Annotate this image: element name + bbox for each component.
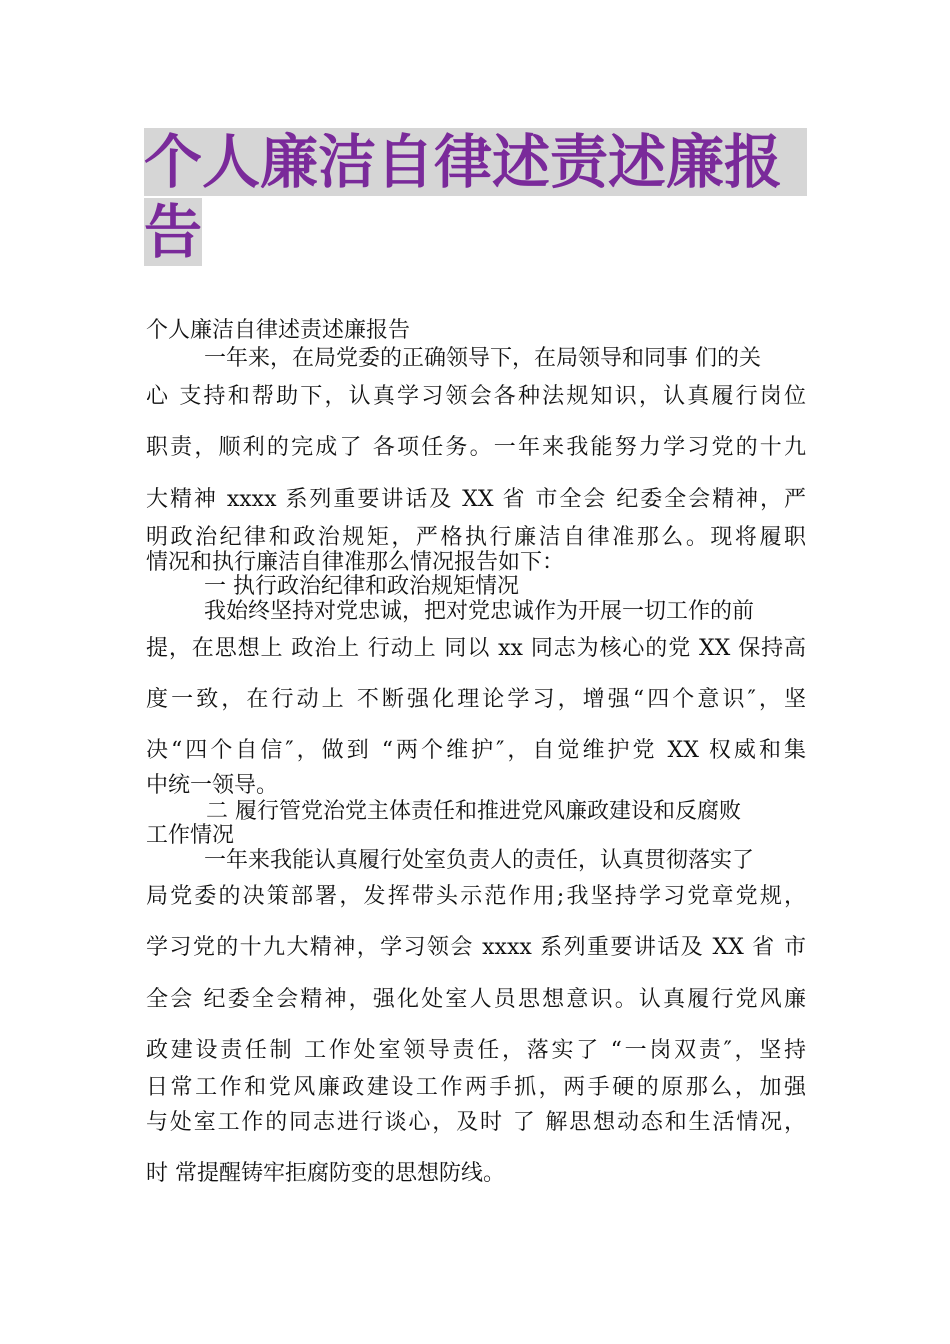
- title-line-2: 告: [144, 198, 203, 266]
- body-line: 时 常提醒铸牢拒腐防变的思想防线。: [146, 1161, 505, 1186]
- body-line: 一年来我能认真履行处室负责人的责任，认真贯彻落实了: [204, 848, 755, 873]
- body-line: 明政治纪律和政治规矩，严格执行廉洁自律准那么。现将履职: [146, 525, 806, 550]
- body-line: 决“四个自信″，做到 “两个维护″，自觉维护党 XX 权威和集: [146, 738, 806, 763]
- body-line: 局党委的决策部署，发挥带头示范作用;我坚持学习党章党规，: [146, 884, 806, 909]
- body-line: 我始终坚持对党忠诚，把对党忠诚作为开展一切工作的前: [204, 599, 755, 624]
- body-line: 政建设责任制 工作处室领导责任，落实了 “一岗双责″，坚持: [146, 1038, 806, 1063]
- body-line: 日常工作和党风廉政建设工作两手抓，两手硬的原那么，加强: [146, 1075, 806, 1100]
- body-line: 全会 纪委全会精神，强化处室人员思想意识。认真履行党风廉: [146, 987, 806, 1012]
- body-line: 与处室工作的同志进行谈心，及时 了 解思想动态和生活情况，: [146, 1110, 806, 1135]
- body-line: 学习党的十九大精神，学习领会 xxxx 系列重要讲话及 XX 省 市: [146, 935, 806, 960]
- section-heading-2-cont: 工作情况: [146, 823, 235, 848]
- body-line: 中统一领导。: [146, 773, 279, 798]
- body-line: 提，在思想上 政治上 行动上 同以 xx 同志为核心的党 XX 保持高: [146, 636, 806, 661]
- body-line: 心 支持和帮助下，认真学习领会各种法规知识，认真履行岗位: [146, 384, 806, 409]
- body-line: 一年来，在局党委的正确领导下，在局领导和同事 们的关: [204, 346, 761, 371]
- title-line-1: 个人廉洁自律述责述廉报: [144, 128, 807, 196]
- subtitle-line: 个人廉洁自律述责述廉报告: [146, 318, 411, 343]
- section-heading-1: 一 执行政治纪律和政治规矩情况: [204, 574, 519, 599]
- section-heading-2: 二 履行管党治党主体责任和推进党风廉政建设和反腐败: [206, 799, 741, 824]
- body-line: 情况和执行廉洁自律准那么情况报告如下：: [146, 550, 565, 575]
- body-line: 大精神 xxxx 系列重要讲话及 XX 省 市全会 纪委全会精神，严: [146, 487, 806, 512]
- body-line: 度一致，在行动上 不断强化理论学习，增强“四个意识″，坚: [146, 687, 806, 712]
- body-line: 职责，顺利的完成了 各项任务。一年来我能努力学习党的十九: [146, 435, 806, 460]
